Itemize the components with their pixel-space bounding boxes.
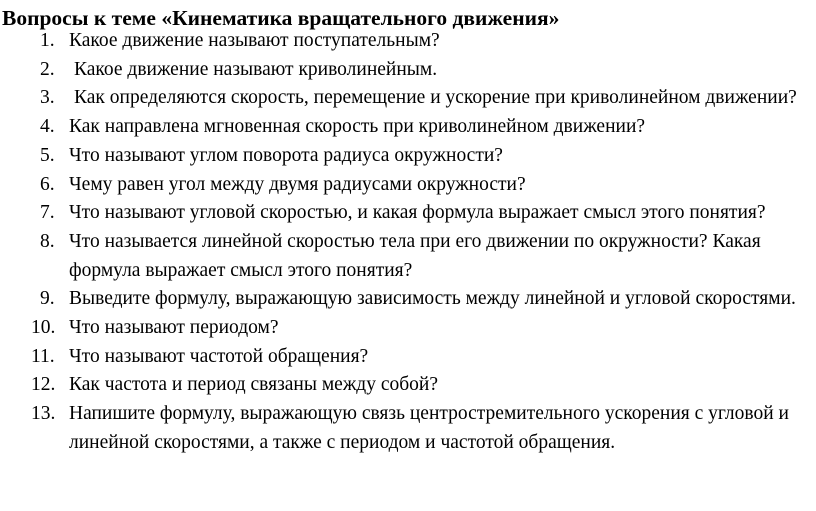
question-text: Как направлена мгновенная скорость при криволинейном движении? [69,116,646,138]
question-text: Какое движение называют поступательным? [69,30,440,51]
question-number: 4. [40,116,55,138]
question-number: 2. [40,58,55,80]
question-item [0,400,816,457]
question-item [0,343,816,372]
question-item [0,84,816,113]
question-item [0,371,816,400]
question-item [0,285,816,314]
question-number: 12. [31,374,56,396]
question-text: Как частота и период связаны между собой? [69,374,439,396]
question-text: Как определяются скорость, перемещение и ускорение при криволинейном движении? [74,87,797,109]
question-number: 5. [40,144,55,166]
question-item [0,199,816,228]
question-text: Что называют угловой скоростью, и какая формула выражает смысл этого понятия? [69,202,766,224]
question-item [0,27,816,56]
page-title: Вопросы к теме «Кинематика вращательного движения» [2,6,560,30]
question-number: 6. [40,173,55,195]
question-number: 1. [40,30,55,51]
question-text: Напишите формулу, выражающую связь центростремительного ускорения с угловой и линейной скоростями, а также с периодом и частотой обращения. [69,403,789,453]
question-list [0,27,816,458]
question-number: 9. [40,288,55,310]
question-number: 3. [40,87,55,109]
question-text: Выведите формулу, выражающую зависимость между линейной и угловой скоростями. [69,288,796,310]
question-text: Что называется линейной скоростью тела при его движении по окружности? Какая формула выражает смысл этого понятия? [69,230,761,281]
question-text: Какое движение называют криволинейным. [74,58,438,80]
question-number: 11. [31,345,55,367]
question-item [0,314,816,343]
question-text: Чему равен угол между двумя радиусами окружности? [69,173,526,195]
question-text: Что называют углом поворота радиуса окружности? [69,144,503,166]
question-item [0,171,816,200]
question-text: Что называют частотой обращения? [69,345,369,367]
question-item [0,142,816,171]
question-item [0,56,816,85]
question-number: 8. [40,230,55,252]
question-number: 7. [40,202,55,224]
question-item [0,113,816,142]
question-number: 13. [31,403,56,425]
question-text: Что называют периодом? [69,317,279,339]
question-number: 10. [31,317,56,339]
question-item [0,228,816,285]
